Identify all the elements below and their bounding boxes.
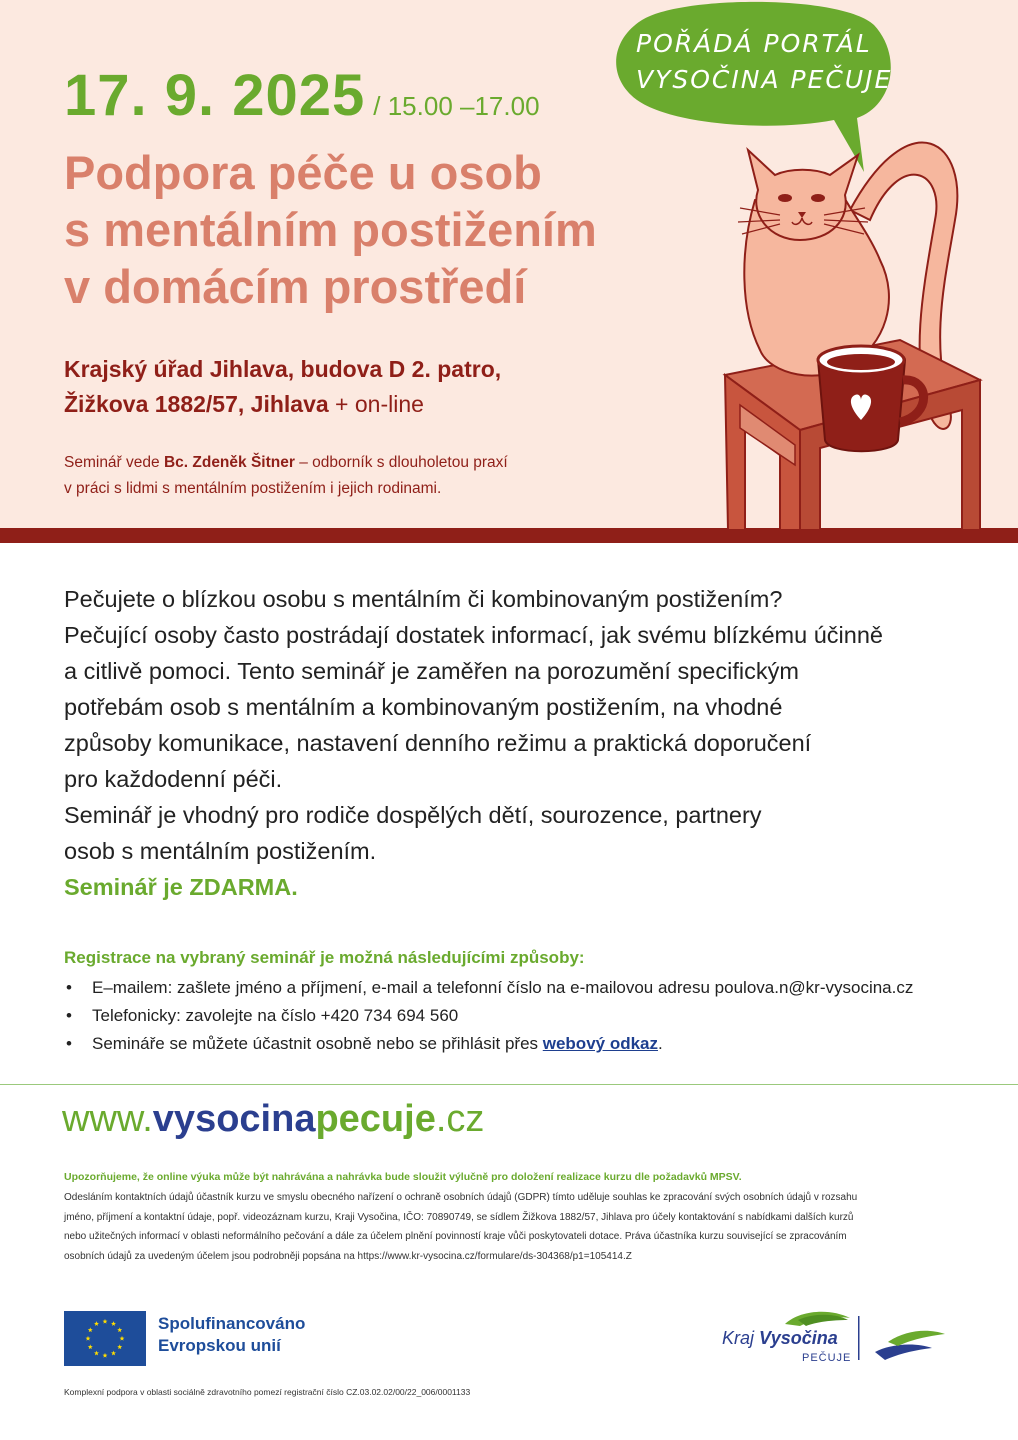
web-link[interactable]: webový odkaz <box>542 1034 659 1053</box>
eu-flag-icon <box>64 1311 146 1366</box>
intro-line: Pečujete o blízkou osobu s mentálním či kombinovaným postižením? <box>64 586 783 612</box>
gdpr-notice <box>64 1188 964 1266</box>
eu-line: Evropskou unií <box>158 1336 281 1355</box>
event-datetime <box>64 62 540 129</box>
bubble-line: POŘÁDÁ PORTÁL <box>636 29 872 58</box>
lecturer-suffix: – odborník s dlouholetou praxí <box>294 454 508 471</box>
vysocina-word: Vysočina <box>759 1328 838 1348</box>
eu-line: Spolufinancováno <box>158 1314 306 1333</box>
registration-heading: Registrace na vybraný seminář je možná následujícími způsoby: <box>64 948 585 967</box>
event-date: 17. 9. 2025 <box>64 63 366 128</box>
url-part: .cz <box>435 1098 485 1140</box>
cat-on-stool-illustration-icon <box>700 110 1000 530</box>
bubble-text <box>636 26 893 98</box>
bubble-line: VYSOČINA PEČUJE <box>636 65 893 94</box>
registration-online-item <box>64 1030 913 1058</box>
title-line: v domácím prostředí <box>64 260 527 313</box>
hero-divider-bar <box>0 528 1018 543</box>
section-divider <box>0 1084 1018 1085</box>
venue-line: Krajský úřad Jihlava, budova D 2. patro, <box>64 356 502 382</box>
url-part: pecuje <box>315 1098 436 1140</box>
venue-online: + on-line <box>328 391 424 417</box>
event-venue <box>64 352 501 422</box>
intro-line: potřebám osob s mentálním a kombinovaným postižením, na vhodné <box>64 694 783 720</box>
venue-line <box>64 387 501 422</box>
online-suffix: . <box>658 1034 663 1053</box>
event-title <box>64 144 704 315</box>
recording-notice: Upozorňujeme, že online výuka může být nahrávána a nahrávka bude sloužit výlučně pro doložení realizace kurzu dle požadavků MPSV. <box>64 1171 742 1183</box>
gdpr-line: jméno, příjmení a kontaktní údaje, popř. videozáznam kurzu, Kraji Vysočina, IČO: 70890749, se sídlem Žižkova 1882/57, Jihlava pro účely kontaktování s nabídkami dalších kurzů <box>64 1211 854 1223</box>
intro-line: způsoby komunikace, nastavení denního režimu a praktická doporučení <box>64 730 812 756</box>
registration-email-item: • E–mailem: zašlete jméno a příjmení, e-mail a telefonní číslo na e-mailovou adresu poulova.n@kr-vysocina.cz <box>64 974 913 1002</box>
url-part: www. <box>62 1098 153 1140</box>
venue-address: Žižkova 1882/57, Jihlava <box>64 391 329 417</box>
gdpr-line: Odesláním kontaktních údajů účastník kurzu ve smyslu obecného nařízení o ochraně osobních údajů (GDPR) tímto uděluje souhlas ke zpracování svých osobních údajů v rozsahu <box>64 1192 858 1203</box>
intro-line: pro každodenní péči. <box>64 766 283 792</box>
online-prefix: Semináře se můžete účastnit osobně nebo se přihlásit přes <box>92 1034 543 1053</box>
lecturer-line <box>64 450 508 476</box>
kraj-vysocina-name <box>722 1328 838 1349</box>
intro-text <box>64 581 964 905</box>
intro-line: Seminář je vhodný pro rodiče dospělých dětí, sourozence, partnery <box>64 802 762 828</box>
event-time: / 15.00 –17.00 <box>373 91 540 121</box>
website-url[interactable] <box>62 1098 484 1141</box>
gdpr-line: nebo užitečných informací v oblasti neformálního pečování a dále za účelem plnění povinností kraje vůči poskytovateli dotace. Práva účastníka kurzu související se zpracováním <box>64 1231 847 1242</box>
free-notice: Seminář je ZDARMA. <box>64 874 298 900</box>
lecturer-prefix: Seminář vede <box>64 454 164 471</box>
kraj-vysocina-subtitle: PEČUJE <box>802 1352 852 1364</box>
registration-number: Komplexní podpora v oblasti sociálně zdravotního pomezí registrační číslo CZ.03.02.02/00/22_006/0001133 <box>64 1387 471 1397</box>
title-line: Podpora péče u osob <box>64 146 542 199</box>
lecturer-name: Bc. Zdeněk Šitner <box>163 454 295 471</box>
intro-line: a citlivě pomoci. Tento seminář je zaměřen na porozumění specifickým <box>64 658 799 684</box>
gdpr-line: osobních údajů za uvedeným účelem jsou podrobněji popsána na https://www.kr-vysocina.cz/formulare/ds-304368/p1=105414.Z <box>64 1250 632 1262</box>
eu-cofinanced-label <box>158 1313 305 1357</box>
title-line: s mentálním postižením <box>64 203 597 256</box>
kraj-word: Kraj <box>722 1328 760 1348</box>
registration-list <box>64 974 913 1058</box>
intro-line: osob s mentálním postižením. <box>64 838 377 864</box>
registration-phone-item: • Telefonicky: zavolejte na číslo +420 734 694 560 <box>64 1002 913 1030</box>
intro-line: Pečující osoby často postrádají dostatek informací, jak svému blízkému účinně <box>64 622 883 648</box>
url-part: vysocina <box>152 1098 316 1140</box>
lecturer-line: v práci s lidmi s mentálním postižením i jejich rodinami. <box>64 480 442 497</box>
lecturer-info <box>64 450 508 502</box>
